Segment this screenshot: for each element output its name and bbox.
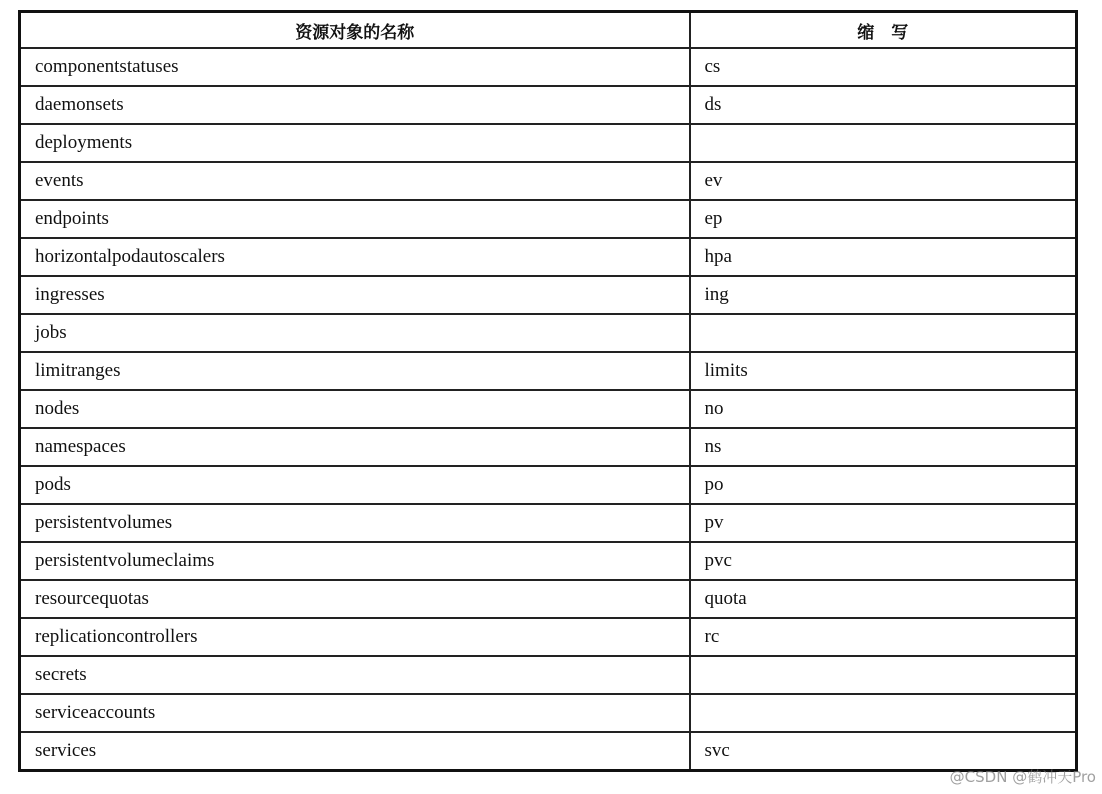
table-row [20,200,1077,238]
table-row [20,314,1077,352]
resource-name-cell: endpoints [20,200,690,238]
abbreviation-cell: cs [690,48,1077,86]
abbreviation-cell [690,656,1077,694]
abbreviation-cell: po [690,466,1077,504]
table-row [20,124,1077,162]
table-row [20,542,1077,580]
resource-name-cell: persistentvolumes [20,504,690,542]
table-row [20,86,1077,124]
resource-name-cell: pods [20,466,690,504]
resource-name-cell: persistentvolumeclaims [20,542,690,580]
abbreviation-cell: ing [690,276,1077,314]
abbreviation-cell: ns [690,428,1077,466]
table-row [20,504,1077,542]
table-row [20,390,1077,428]
abbreviation-cell: ds [690,86,1077,124]
table-row [20,48,1077,86]
abbreviation-cell: ev [690,162,1077,200]
table-row [20,276,1077,314]
abbreviation-cell: ep [690,200,1077,238]
watermark: @CSDN @鹤冲天Pro [949,768,1096,786]
resource-name-cell: daemonsets [20,86,690,124]
abbreviation-cell: pvc [690,542,1077,580]
resource-name-cell: replicationcontrollers [20,618,690,656]
table-row [20,694,1077,732]
header-resource-name: 资源对象的名称 [20,12,690,49]
abbreviation-cell: svc [690,732,1077,771]
resource-name-cell: resourcequotas [20,580,690,618]
header-abbreviation: 缩 写 [690,12,1077,49]
resource-name-cell: jobs [20,314,690,352]
resource-name-cell: serviceaccounts [20,694,690,732]
table-row [20,428,1077,466]
resource-name-cell: ingresses [20,276,690,314]
abbreviation-cell: pv [690,504,1077,542]
abbreviation-cell [690,694,1077,732]
table-row [20,352,1077,390]
table-row [20,162,1077,200]
table-header-row [20,12,1077,49]
abbreviation-cell: no [690,390,1077,428]
table-row [20,618,1077,656]
resource-name-cell: limitranges [20,352,690,390]
resource-name-cell: componentstatuses [20,48,690,86]
abbreviation-cell: hpa [690,238,1077,276]
table-row [20,238,1077,276]
table-row [20,580,1077,618]
resource-name-cell: services [20,732,690,771]
table-row [20,656,1077,694]
resource-name-cell: namespaces [20,428,690,466]
resource-name-cell: horizontalpodautoscalers [20,238,690,276]
abbreviation-cell: limits [690,352,1077,390]
abbreviation-cell: rc [690,618,1077,656]
abbreviation-cell: quota [690,580,1077,618]
resource-name-cell: secrets [20,656,690,694]
abbreviation-cell [690,314,1077,352]
table-row [20,466,1077,504]
resource-abbreviation-table [18,10,1078,772]
resource-name-cell: events [20,162,690,200]
abbreviation-cell [690,124,1077,162]
resource-name-cell: nodes [20,390,690,428]
resource-name-cell: deployments [20,124,690,162]
table-row [20,732,1077,771]
